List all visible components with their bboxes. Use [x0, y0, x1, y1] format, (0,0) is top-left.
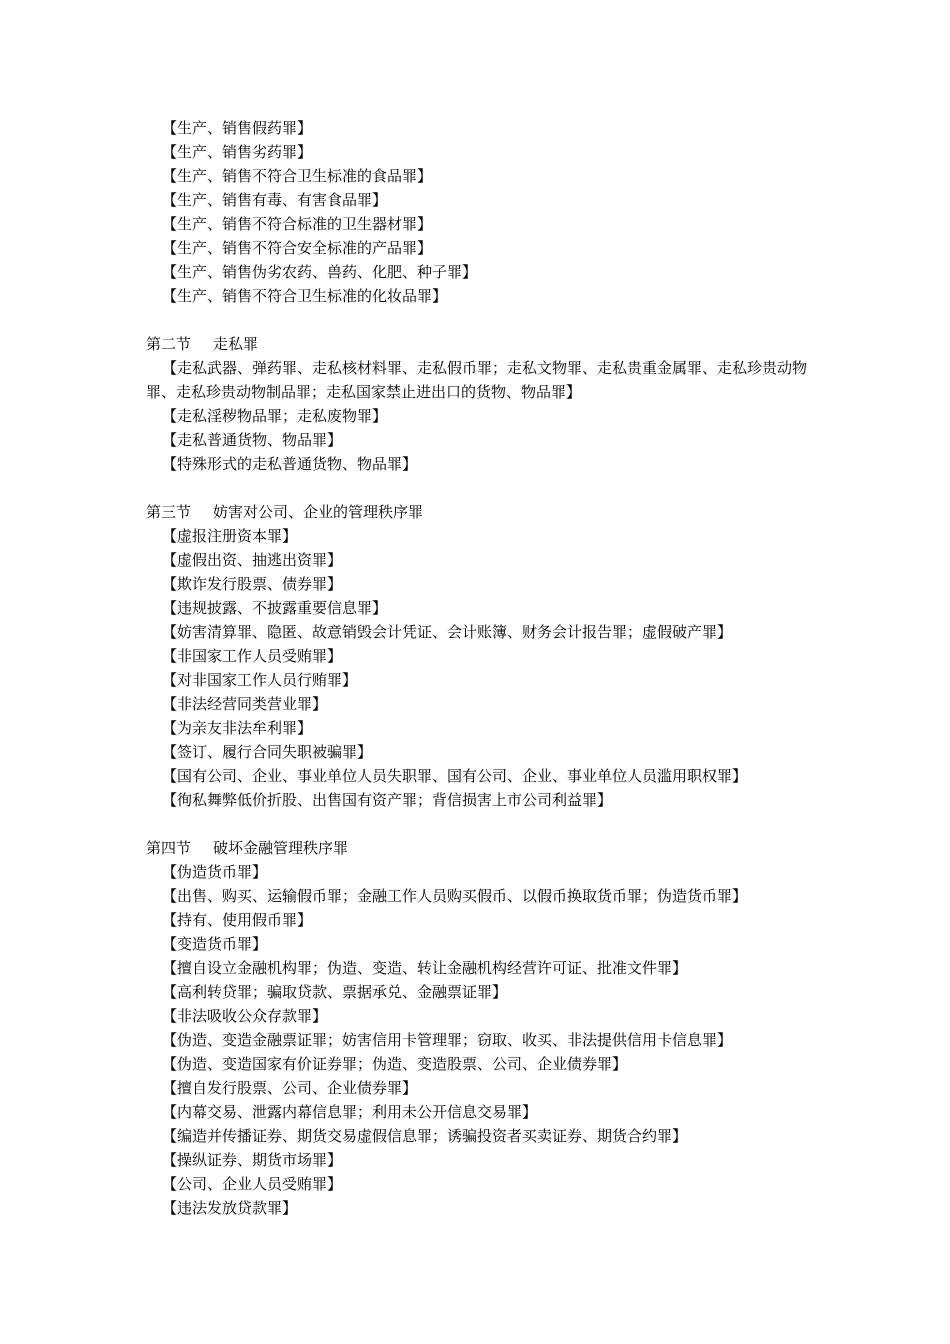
list-item: 【变造货币罪】: [162, 935, 268, 953]
list-item: 【伪造、变造国家有价证券罪；伪造、变造股票、公司、企业债券罪】: [162, 1055, 628, 1073]
list-item: 【特殊形式的走私普通货物、物品罪】: [162, 455, 418, 473]
list-item: 【生产、销售假药罪】: [162, 119, 313, 137]
list-item: 【生产、销售有毒、有害食品罪】: [162, 191, 388, 209]
list-item: 【操纵证券、期货市场罪】: [162, 1151, 343, 1169]
section-heading: [146, 500, 826, 524]
section1-list: [146, 116, 826, 308]
section-title: 破坏金融管理秩序罪: [213, 839, 349, 857]
list-item: 【为亲友非法牟利罪】: [162, 719, 313, 737]
list-item: 【生产、销售劣药罪】: [162, 143, 313, 161]
list-item: 【违规披露、不披露重要信息罪】: [162, 599, 388, 617]
list-item: 【生产、销售不符合卫生标准的食品罪】: [162, 167, 433, 185]
list-item: 【违法发放贷款罪】: [162, 1199, 298, 1217]
list-item: 【国有公司、企业、事业单位人员失职罪、国有公司、企业、事业单位人员滥用职权罪】: [162, 767, 748, 785]
list-item: 【伪造货币罪】: [162, 863, 268, 881]
list-item: 【生产、销售伪劣农药、兽药、化肥、种子罪】: [162, 263, 478, 281]
list-item: 【非法经营同类营业罪】: [162, 695, 328, 713]
list-item: 【妨害清算罪、隐匿、故意销毁会计凭证、会计账簿、财务会计报告罪；虚假破产罪】: [162, 623, 733, 641]
section-number: 第二节: [146, 335, 192, 353]
section2-list: [146, 356, 826, 476]
list-item: 【擅自设立金融机构罪；伪造、变造、转让金融机构经营许可证、批准文件罪】: [162, 959, 688, 977]
list-item: 【伪造、变造金融票证罪；妨害信用卡管理罪；窃取、收买、非法提供信用卡信息罪】: [162, 1031, 733, 1049]
section4-list: [146, 860, 826, 1220]
list-item: 【出售、购买、运输假币罪；金融工作人员购买假币、以假币换取货币罪；伪造货币罪】: [162, 887, 748, 905]
list-item: 【高利转贷罪；骗取贷款、票据承兑、金融票证罪】: [162, 983, 508, 1001]
list-item: 【生产、销售不符合标准的卫生器材罪】: [162, 215, 433, 233]
section3-list: [146, 524, 826, 812]
list-item: 【公司、企业人员受贿罪】: [162, 1175, 343, 1193]
list-item: 【徇私舞弊低价折股、出售国有资产罪；背信损害上市公司利益罪】: [162, 791, 613, 809]
list-item: 【生产、销售不符合卫生标准的化妆品罪】: [162, 287, 448, 305]
list-item: 【虚报注册资本罪】: [162, 527, 298, 545]
document-page: [146, 116, 826, 1220]
list-item: 【对非国家工作人员行贿罪】: [162, 671, 358, 689]
list-item: 【非法吸收公众存款罪】: [162, 1007, 328, 1025]
list-item: 【欺诈发行股票、债券罪】: [162, 575, 343, 593]
list-item: 【签订、履行合同失职被骗罪】: [162, 743, 373, 761]
list-item: 【走私武器、弹药罪、走私核材料罪、走私假币罪；走私文物罪、走私贵重金属罪、走私珍贵动物罪、走私珍贵动物制品罪；走私国家禁止进出口的货物、物品罪】: [146, 359, 808, 401]
list-item: 【内幕交易、泄露内幕信息罪；利用未公开信息交易罪】: [162, 1103, 538, 1121]
section-title: 走私罪: [213, 335, 259, 353]
list-item: 【擅自发行股票、公司、企业债券罪】: [162, 1079, 418, 1097]
list-item: 【生产、销售不符合安全标准的产品罪】: [162, 239, 433, 257]
list-item: 【非国家工作人员受贿罪】: [162, 647, 343, 665]
section-number: 第四节: [146, 839, 192, 857]
list-item: 【编造并传播证券、期货交易虚假信息罪；诱骗投资者买卖证券、期货合约罪】: [162, 1127, 688, 1145]
list-item: 【虚假出资、抽逃出资罪】: [162, 551, 343, 569]
section-title: 妨害对公司、企业的管理秩序罪: [213, 503, 424, 521]
section-number: 第三节: [146, 503, 192, 521]
list-item: 【走私淫秽物品罪；走私废物罪】: [162, 407, 388, 425]
list-item: 【持有、使用假币罪】: [162, 911, 313, 929]
section-heading: [146, 836, 826, 860]
list-item: 【走私普通货物、物品罪】: [162, 431, 343, 449]
section-heading: [146, 332, 826, 356]
